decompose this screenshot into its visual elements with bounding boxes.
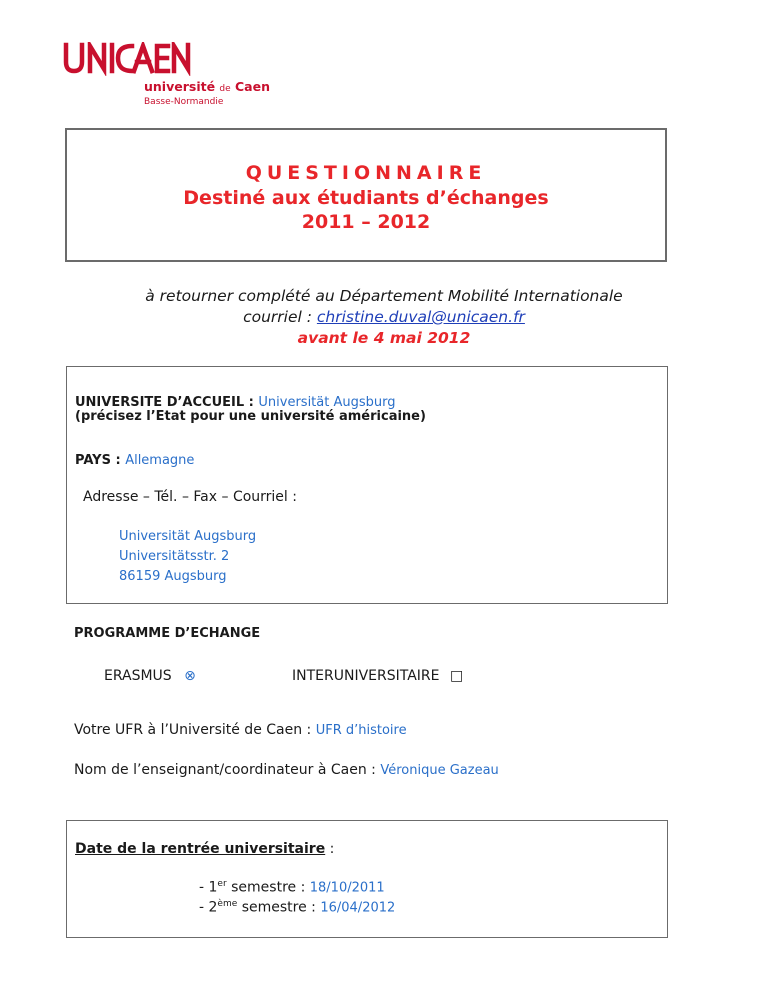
title-box	[65, 128, 667, 262]
ufr-value[interactable]: UFR d’histoire	[315, 723, 407, 738]
email-link[interactable]: christine.duval@unicaen.fr	[316, 308, 525, 326]
title-subtitle: Destiné aux étudiants d’échanges	[183, 187, 549, 209]
unicaen-wordmark-icon	[62, 42, 192, 76]
title-year: 2011 – 2012	[301, 211, 431, 233]
university-value[interactable]: Universität Augsburg	[258, 395, 396, 410]
semester2-date[interactable]: 16/04/2012	[320, 900, 396, 916]
erasmus-option[interactable]	[104, 668, 196, 684]
interuniversitaire-option[interactable]	[292, 668, 463, 684]
programme-heading: PROGRAMME D’ECHANGE	[74, 626, 261, 641]
pays-value[interactable]: Allemagne	[125, 453, 195, 468]
rentree-label: Date de la rentrée universitaire	[75, 841, 326, 857]
address-value[interactable]: Universität Augsburg Universitätsstr. 2 86159 Augsburg	[119, 529, 257, 584]
logo-region-line: Basse-Normandie	[144, 97, 224, 107]
semester1-date[interactable]: 18/10/2011	[309, 880, 385, 896]
rentree-section	[66, 820, 668, 938]
address-label: Adresse – Tél. – Fax – Courriel :	[83, 489, 297, 505]
rentree-colon: :	[325, 841, 335, 857]
deadline-text: avant le 4 mai 2012	[297, 329, 471, 347]
coordinator-label: Nom de l’enseignant/coordinateur à Caen :	[74, 762, 381, 778]
coordinator-row	[74, 762, 499, 778]
university-label: UNIVERSITE D’ACCUEIL :	[75, 395, 259, 410]
erasmus-label: ERASMUS	[104, 668, 172, 684]
pays-label: PAYS :	[75, 453, 126, 468]
courriel-label: courriel :	[243, 308, 317, 326]
ufr-label: Votre UFR à l’Université de Caen :	[74, 722, 316, 738]
semester1-row: - 1er semestre : 18/10/2011	[199, 879, 385, 896]
unicaen-logo	[62, 42, 282, 112]
coordinator-value[interactable]: Véronique Gazeau	[380, 763, 499, 778]
title-questionnaire: QUESTIONNAIRE	[245, 162, 487, 184]
ufr-row	[74, 722, 407, 738]
university-section	[66, 366, 668, 604]
return-notice	[60, 286, 708, 349]
university-note: (précisez l’Etat pour une université américaine)	[75, 409, 426, 424]
interuniversitaire-label: INTERUNIVERSITAIRE	[292, 668, 440, 684]
erasmus-checked-icon[interactable]: ⊗	[184, 668, 196, 684]
logo-university-line: université de Caen	[144, 79, 270, 94]
interuniversitaire-checkbox-icon[interactable]: □	[449, 668, 464, 684]
semester2-row: - 2ème semestre : 16/04/2012	[199, 899, 396, 916]
notice-line: à retourner complété au Département Mobilité Internationale	[145, 287, 623, 305]
